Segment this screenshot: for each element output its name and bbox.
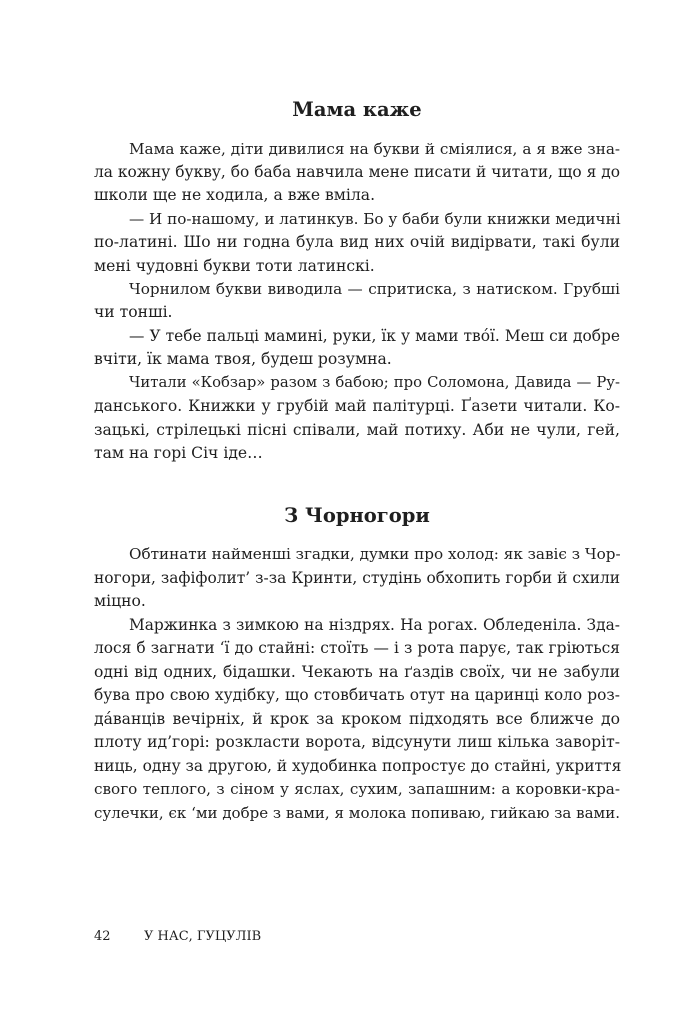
text-line: — У тебе пальці мамині, руки, їк у мами твóї. Меш си добре <box>129 327 620 345</box>
text-line: чи тонші. <box>94 303 173 321</box>
text-line: по-латині. Шо ни годна була вид них очій видірвати, такі були <box>94 233 620 251</box>
text-line: зацькі, стрілецькі пісні співали, май потиху. Аби не чули, гей, <box>94 421 620 439</box>
text-line: Маржинка з зимкою на ніздрях. На рогах. Обледеніла. Зда- <box>129 616 620 634</box>
text-line: Читали «Кобзар» разом з бабою; про Соломона, Давида — Ру- <box>129 374 620 391</box>
text-line: плоту ид’горі: розкласти ворота, відсунути лиш кілька заворіт- <box>94 733 620 751</box>
text-line: данського. Книжки у грубій май палітурці. Ґазети читали. Ко- <box>94 397 620 415</box>
text-line: Чорнилом букви виводила — спритиска, з натиском. Грубші <box>129 280 620 298</box>
section-title-z-chornohory: З Чорногори <box>284 504 430 527</box>
text-line: сулечки, єк ‘ми добре з вами, я молока попиваю, гийкаю за вами. <box>94 804 620 822</box>
text-line: там на горі Січ іде… <box>94 444 263 462</box>
text-line: дáванців вечірніх, й крок за кроком підходять все ближче до <box>94 710 620 728</box>
page-footer <box>94 929 261 944</box>
text-line: — И по-нашому, и латинкув. Бо у баби були книжки медичні <box>129 210 621 228</box>
text-line: Обтинати найменші згадки, думки про холод: як завіє з Чор- <box>129 545 621 563</box>
section-title-mama-kazhe: Мама каже <box>292 98 422 121</box>
text-line: ла кожну букву, бо баба навчила мене писати й читати, що я до <box>94 163 620 181</box>
text-line: школи ще не ходила, а вже вміла. <box>94 186 376 204</box>
text-line: вчіти, їк мама твоя, будеш розумна. <box>94 350 392 368</box>
text-line: бува про свою худібку, що стовбичать отут на царинці коло роз- <box>94 686 620 704</box>
text-line: одні від одних, бідашки. Чекають на ґаздів своїх, чи не забули <box>94 663 620 681</box>
text-line: лося б загнати ‘ї до стайні: стоїть — і з рота парує, так гріються <box>94 639 620 657</box>
text-line: міцно. <box>94 592 146 610</box>
text-line: мені чудовні букви тоти латинскі. <box>94 257 375 275</box>
text-line: ногори, зафіфолит’ з-за Кринти, студінь обхопить горби й схили <box>94 569 620 587</box>
text-line: Мама каже, діти дивилися на букви й сміялися, а я вже зна- <box>129 140 620 158</box>
text-line: ниць, одну за другою, й худобинка попростує до стайні, укриття <box>94 757 622 775</box>
text-line: свого теплого, з сіном у яслах, сухим, запашним: а коровки-кра- <box>94 780 620 798</box>
running-title: У НАС, ГУЦУЛІВ <box>144 929 262 944</box>
page-number: 42 <box>94 929 111 944</box>
